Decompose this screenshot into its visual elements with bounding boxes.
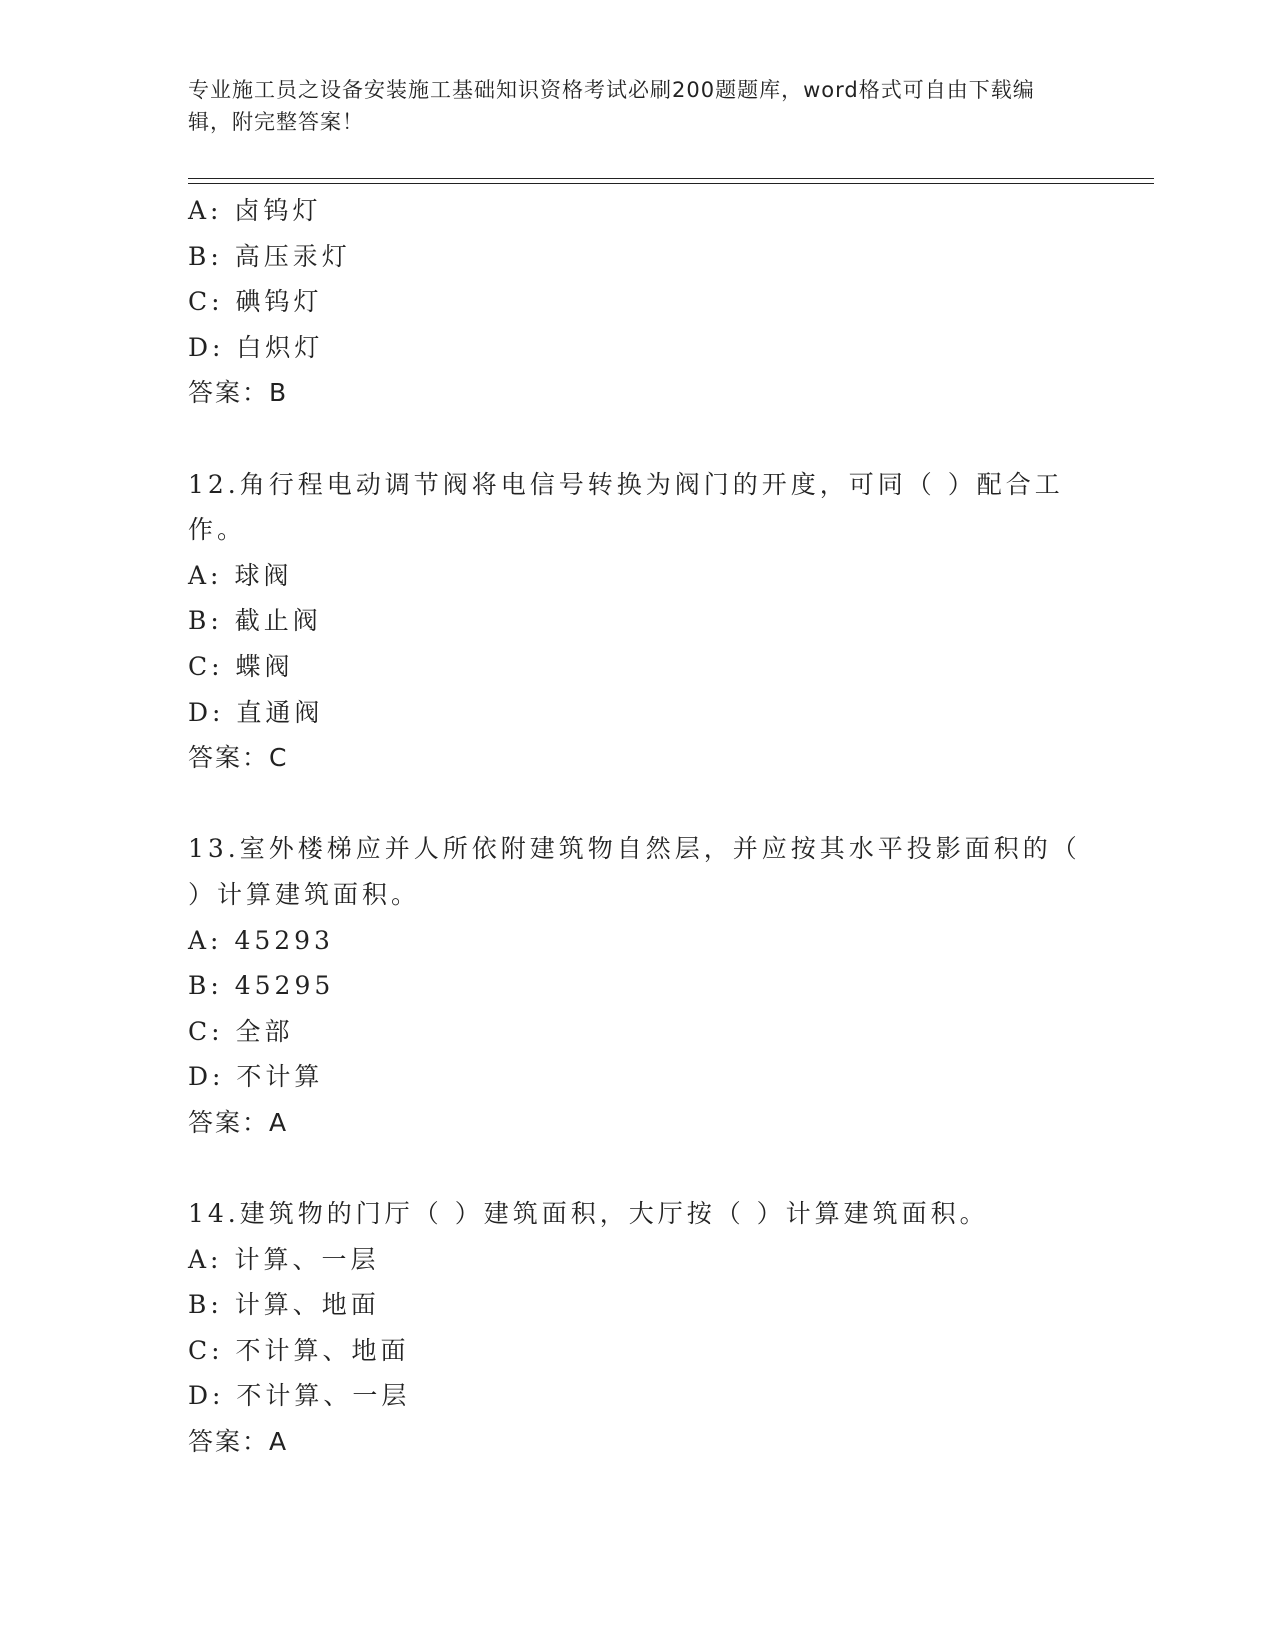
option-label: A: — [188, 1244, 223, 1274]
option-text: 不计算、地面 — [235, 1335, 410, 1365]
option-label: D: — [188, 697, 225, 727]
question-stem-line: 13.室外楼梯应并人所依附建筑物自然层，并应按其水平投影面积的（ — [188, 834, 1081, 864]
option-text: 截止阀 — [234, 606, 322, 636]
question-stem-line: 作。 — [188, 515, 247, 545]
block-spacer — [188, 1145, 1088, 1191]
option-text: 直通阀 — [236, 697, 324, 727]
question-stem-line: 14.建筑物的门厅（ ）建筑面积，大厅按（ ）计算建筑面积。 — [188, 1199, 989, 1229]
option-label: D: — [188, 1062, 225, 1092]
option-text: 卤钨灯 — [234, 196, 322, 225]
option-label: A: — [188, 560, 223, 590]
answer-option — [188, 553, 1088, 599]
question-block — [188, 462, 1088, 827]
answer-key: 答案：C — [188, 743, 289, 773]
answer-option — [188, 918, 1088, 964]
answer-option — [188, 325, 1088, 371]
block-spacer — [188, 781, 1088, 827]
answer-key: 答案：A — [188, 1107, 289, 1137]
option-text: 不计算、一层 — [236, 1381, 411, 1411]
option-text: 计算、一层 — [234, 1244, 380, 1274]
option-label: C: — [188, 651, 224, 681]
block-spacer — [188, 416, 1088, 462]
option-label: A: — [188, 196, 223, 225]
option-text: 球阀 — [234, 560, 293, 590]
option-label: C: — [188, 287, 224, 317]
question-stem-line: ）计算建筑面积。 — [188, 879, 421, 909]
option-text: 蝶阀 — [235, 651, 294, 681]
answer-option — [188, 1373, 1088, 1419]
answer-option — [188, 1328, 1088, 1374]
question-list — [188, 188, 1088, 1465]
document-title: 专业施工员之设备安装施工基础知识资格考试必刷200题题库，word格式可自由下载编辑，附完整答案！ — [188, 78, 1035, 134]
header-divider-top — [188, 178, 1154, 179]
option-label: C: — [188, 1335, 224, 1365]
option-label: B: — [188, 971, 223, 1001]
option-label: B: — [188, 241, 223, 271]
option-text: 计算、地面 — [234, 1290, 380, 1320]
header-divider-bottom — [188, 183, 1154, 184]
answer-option — [188, 644, 1088, 690]
option-text: 不计算 — [236, 1062, 324, 1092]
option-text: 45293 — [234, 925, 334, 955]
option-text: 碘钨灯 — [235, 287, 323, 317]
option-text: 高压汞灯 — [234, 241, 351, 271]
answer-option — [188, 690, 1088, 736]
question-block — [188, 826, 1088, 1191]
option-text: 45295 — [234, 971, 335, 1001]
option-label: A: — [188, 925, 223, 955]
answer-key: 答案：B — [188, 378, 289, 408]
answer-option — [188, 1282, 1088, 1328]
option-label: B: — [188, 1290, 223, 1320]
answer-option — [188, 1054, 1088, 1100]
answer-option — [188, 234, 1088, 280]
answer-key: 答案：A — [188, 1427, 289, 1457]
document-header — [188, 74, 1068, 138]
option-label: C: — [188, 1016, 224, 1046]
answer-option — [188, 279, 1088, 325]
answer-option — [188, 963, 1088, 1009]
answer-option — [188, 188, 1088, 234]
option-label: B: — [188, 606, 223, 636]
option-label: D: — [188, 332, 225, 362]
question-block — [188, 1191, 1088, 1465]
question-block — [188, 188, 1088, 462]
answer-option — [188, 1237, 1088, 1283]
answer-option — [188, 598, 1088, 644]
option-text: 全部 — [235, 1016, 294, 1046]
answer-option — [188, 1009, 1088, 1055]
question-stem-line: 12.角行程电动调节阀将电信号转换为阀门的开度，可同（ ）配合工 — [188, 469, 1064, 499]
option-text: 白炽灯 — [236, 332, 324, 362]
option-label: D: — [188, 1381, 225, 1411]
